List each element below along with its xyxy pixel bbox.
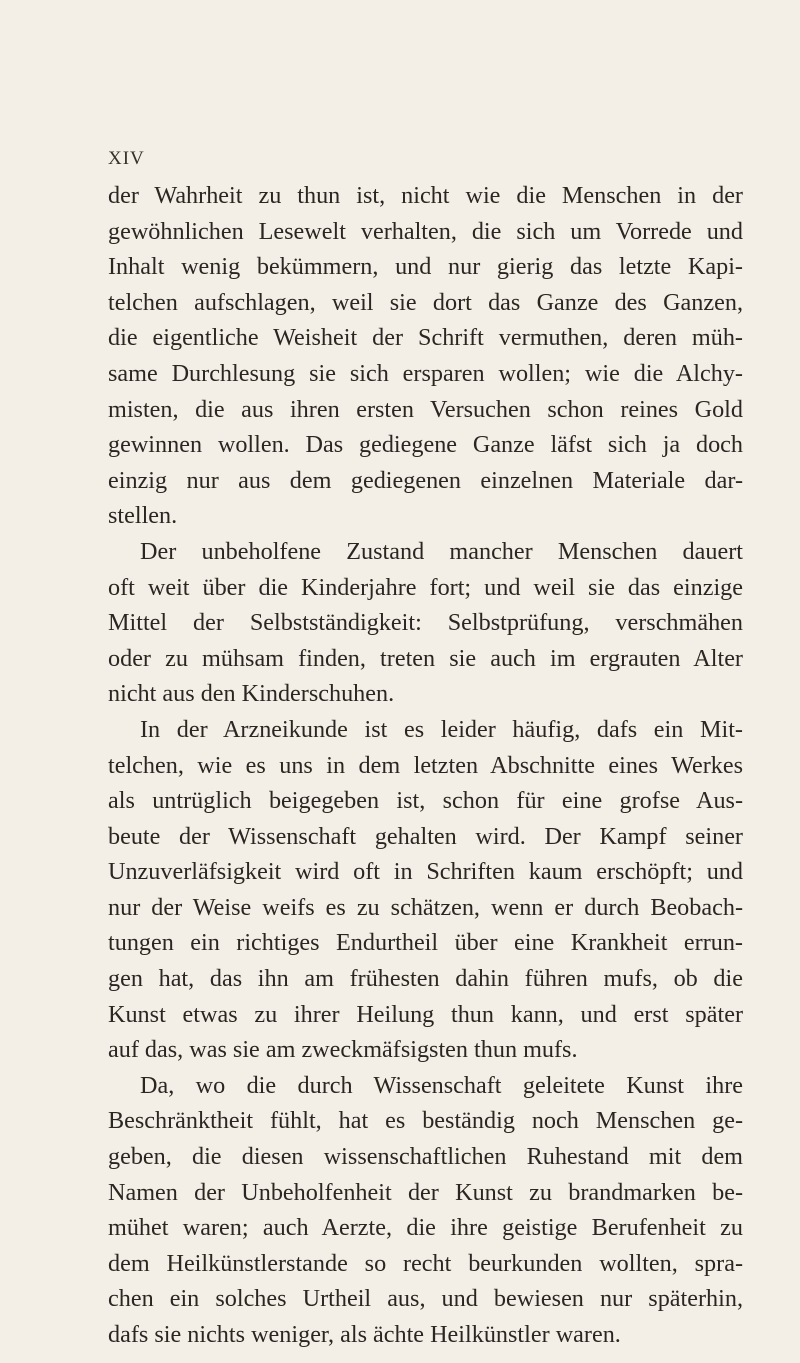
text-line: dafs sie nichts weniger, als ächte Heilkünstler waren. bbox=[108, 1321, 621, 1348]
text-line: die eigentliche Weisheit der Schrift vermuthen, deren müh- bbox=[108, 324, 743, 352]
text-line: nur der Weise weifs es zu schätzen, wenn er durch Beobach- bbox=[108, 893, 743, 921]
text-line: mühet waren; auch Aerzte, die ihre geistige Berufenheit zu bbox=[108, 1214, 743, 1242]
text-line: Beschränktheit fühlt, hat es beständig noch Menschen ge- bbox=[108, 1107, 743, 1135]
text-line: Namen der Unbeholfenheit der Kunst zu brandmarken be- bbox=[108, 1178, 743, 1206]
text-line: chen ein solches Urtheil aus, und bewiesen nur späterhin, bbox=[108, 1285, 743, 1313]
text-line: oft weit über die Kinderjahre fort; und weil sie das einzige bbox=[108, 573, 743, 601]
text-line: Unzuverläfsigkeit wird oft in Schriften kaum erschöpft; und bbox=[108, 858, 743, 886]
text-line: als untrüglich beigegeben ist, schon für eine grofse Aus- bbox=[108, 787, 743, 815]
text-line: Der unbeholfene Zustand mancher Menschen dauert bbox=[140, 537, 743, 565]
body-text bbox=[108, 178, 743, 1353]
text-line: gen hat, das ihn am frühesten dahin führen mufs, ob die bbox=[108, 965, 743, 993]
text-line: beute der Wissenschaft gehalten wird. Der Kampf seiner bbox=[108, 822, 743, 850]
text-line: Da, wo die durch Wissenschaft geleitete Kunst ihre bbox=[140, 1071, 743, 1099]
text-line: geben, die diesen wissenschaftlichen Ruhestand mit dem bbox=[108, 1143, 743, 1171]
text-line: auf das, was sie am zweckmäfsigsten thun mufs. bbox=[108, 1036, 578, 1064]
text-line: telchen, wie es uns in dem letzten Abschnitte eines Werkes bbox=[108, 751, 743, 779]
text-line: stellen. bbox=[108, 502, 178, 530]
text-line: oder zu mühsam finden, treten sie auch im ergrauten Alter bbox=[108, 644, 743, 672]
text-line: dem Heilkünstlerstande so recht beurkunden wollten, spra- bbox=[108, 1249, 743, 1277]
text-line: der Wahrheit zu thun ist, nicht wie die Menschen in der bbox=[108, 182, 743, 209]
text-line: same Durchlesung sie sich ersparen wollen; wie die Alchy- bbox=[108, 359, 743, 387]
text-line: Kunst etwas zu ihrer Heilung thun kann, und erst später bbox=[108, 1000, 743, 1028]
text-line: telchen aufschlagen, weil sie dort das Ganze des Ganzen, bbox=[108, 288, 743, 316]
text-line: nicht aus den Kinderschuhen. bbox=[108, 680, 395, 708]
text-line: einzig nur aus dem gediegenen einzelnen Materiale dar- bbox=[108, 466, 743, 494]
text-line: tungen ein richtiges Endurtheil über eine Krankheit errun- bbox=[108, 929, 743, 957]
page-number: XIV bbox=[108, 148, 145, 169]
text-line: gewöhnlichen Lesewelt verhalten, die sich um Vorrede und bbox=[108, 217, 743, 245]
text-line: In der Arzneikunde ist es leider häufig, dafs ein Mit- bbox=[140, 715, 743, 743]
text-line: gewinnen wollen. Das gediegene Ganze läfst sich ja doch bbox=[108, 431, 743, 459]
text-line: Inhalt wenig bekümmern, und nur gierig das letzte Kapi- bbox=[108, 253, 743, 281]
text-line: misten, die aus ihren ersten Versuchen schon reines Gold bbox=[108, 395, 743, 423]
text-line: Mittel der Selbstständigkeit: Selbstprüfung, verschmähen bbox=[108, 609, 743, 637]
